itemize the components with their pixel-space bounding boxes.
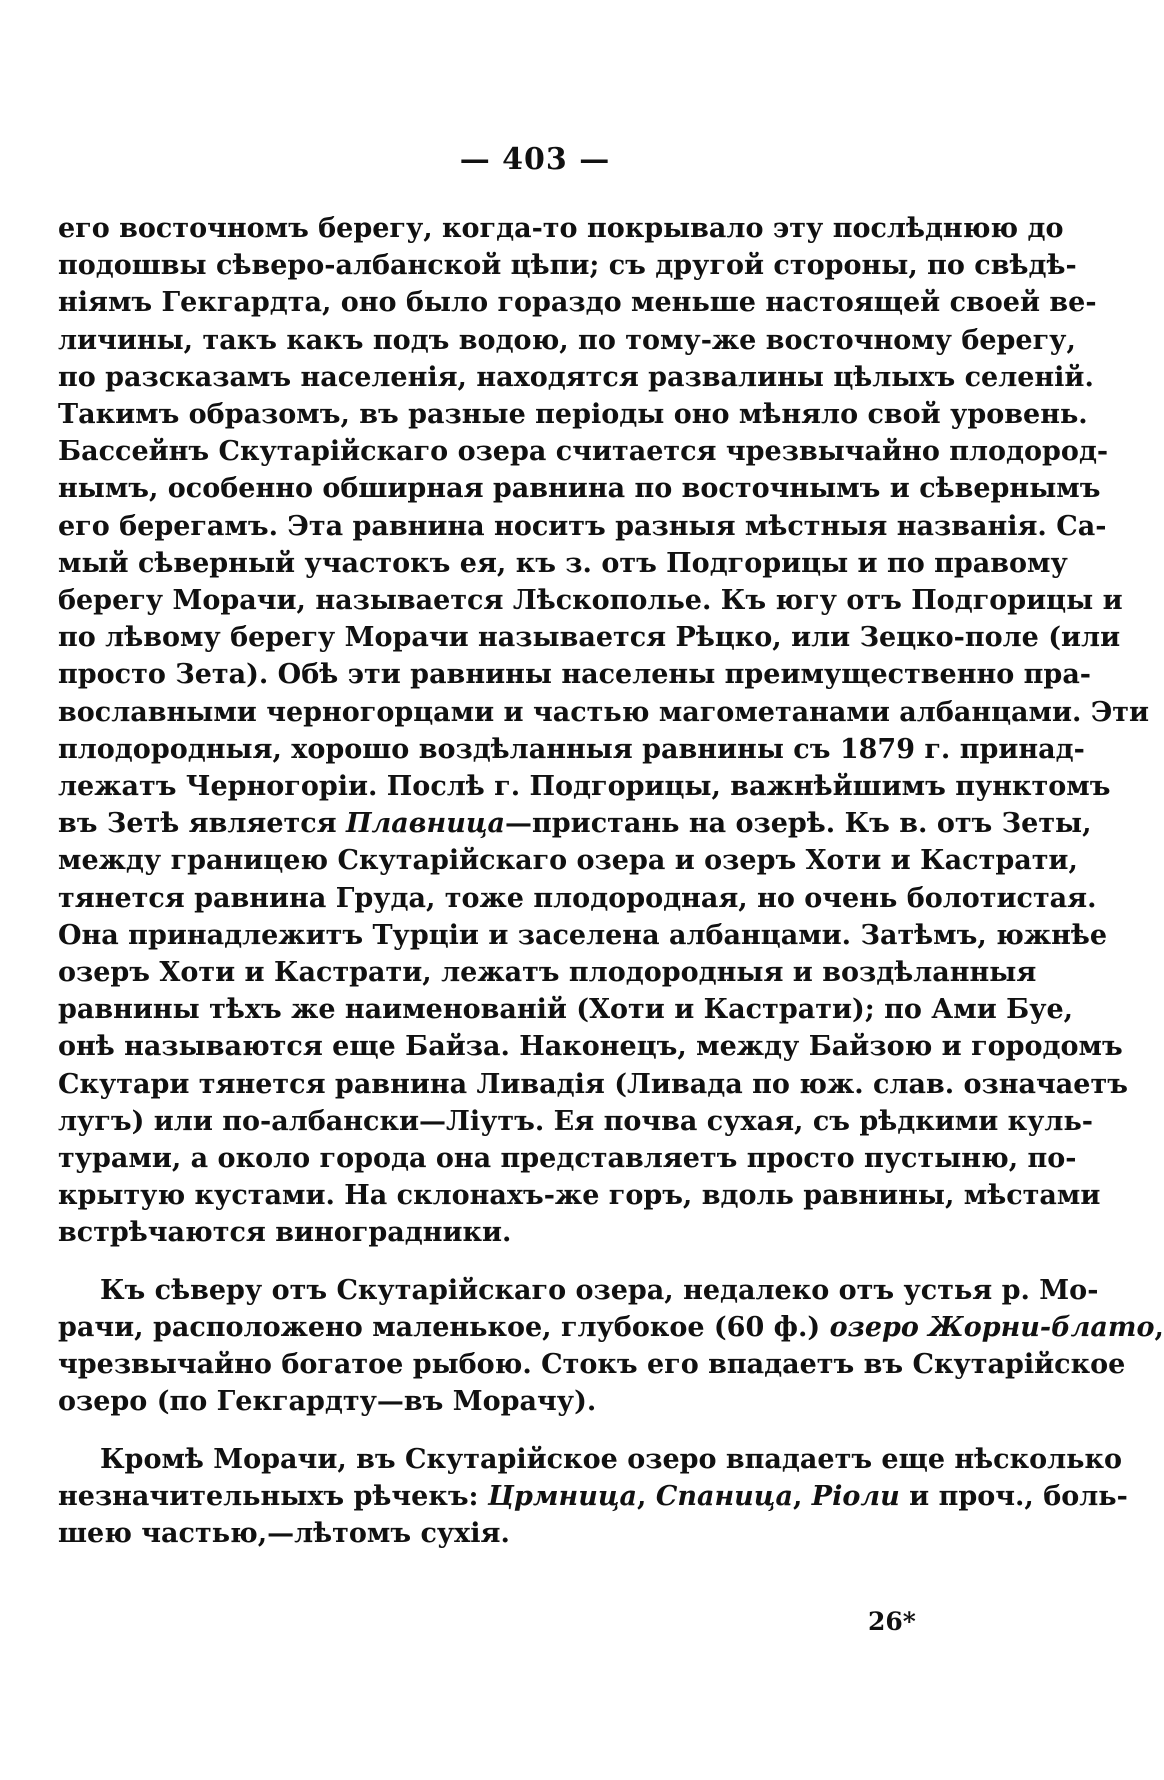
text-segment: , — [792, 1480, 812, 1512]
text-line: личины, такъ какъ подъ водою, по тому-же восточному берегу, — [58, 324, 1076, 356]
text-segment: и проч., боль- — [899, 1480, 1128, 1512]
text-line: по лѣвому берегу Морачи называется Рѣцко, или Зецко-поле (или — [58, 622, 1121, 654]
text-line: просто Зета). Обѣ эти равнины населены преимущественно пра- — [58, 659, 1092, 691]
text-line: тянется равнина Груда, тоже плодородная, но очень болотистая. — [58, 882, 1097, 914]
text-line: Такимъ образомъ, въ разные періоды оно мѣняло свой уровень. — [58, 399, 1088, 431]
text-line: лежатъ Черногоріи. Послѣ г. Подгорицы, важнѣйшимъ пунктомъ — [58, 771, 1111, 803]
text-line: встрѣчаются виноградники. — [58, 1217, 512, 1249]
paragraph-2 — [58, 1272, 1164, 1421]
text-segment: , — [637, 1480, 656, 1512]
text-line: Бассейнъ Скутарійскаго озера считается чрезвычайно плодород- — [58, 436, 1109, 468]
text-line: вославными черногорцами и частью магометанами албанцами. Эти — [58, 696, 1150, 728]
text-line: озеръ Хоти и Кастрати, лежатъ плодородныя и воздѣланныя — [58, 957, 1037, 989]
text-line: между границею Скутарійскаго озера и озеръ Хоти и Кастрати, — [58, 845, 1078, 877]
text-line: онѣ называются еще Байза. Наконецъ, между Байзою и городомъ — [58, 1031, 1123, 1063]
text-line: Скутари тянется равнина Ливадія (Ливада по юж. слав. означаетъ — [58, 1068, 1128, 1100]
text-line: турами, а около города она представляетъ просто пустыню, по- — [58, 1143, 1077, 1175]
text-line — [58, 805, 1092, 842]
text-block — [58, 210, 1164, 1552]
italic-river-name: Спаница — [655, 1480, 793, 1512]
text-line: шею частью,—лѣтомъ сухія. — [58, 1517, 510, 1549]
text-line: его берегамъ. Эта равнина носитъ разныя мѣстныя названія. Са- — [58, 510, 1107, 542]
italic-lake-name: озеро Жорни-блато — [829, 1311, 1155, 1343]
text-line: нымъ, особенно обширная равнина по восточнымъ и сѣвернымъ — [58, 473, 1101, 505]
text-line — [58, 1309, 1164, 1346]
text-line: подошвы сѣверо-албанской цѣпи; съ другой стороны, по свѣдѣ- — [58, 250, 1077, 282]
text-line: чрезвычайно богатое рыбою. Стокъ его впадаетъ въ Скутарійское — [58, 1349, 1126, 1381]
text-segment: незначительныхъ рѣчекъ: — [58, 1480, 488, 1512]
text-line: озеро (по Гекгардту—въ Морачу). — [58, 1386, 597, 1418]
text-segment: —пристань на озерѣ. Къ в. отъ Зеты, — [505, 808, 1092, 840]
text-segment: въ Зетѣ является — [58, 808, 347, 840]
text-line — [58, 1478, 1128, 1515]
text-line: его восточномъ берегу, когда-то покрывало эту послѣднюю до — [58, 213, 1064, 244]
paragraph-3 — [58, 1441, 1128, 1553]
paragraph-1 — [58, 210, 1150, 1252]
text-line: крытую кустами. На склонахъ-же горъ, вдоль равнины, мѣстами — [58, 1180, 1101, 1212]
text-line: лугъ) или по-албански—Ліутъ. Ея почва сухая, съ рѣдкими куль- — [58, 1105, 1093, 1137]
printer-signature-mark: 26* — [868, 1607, 916, 1636]
italic-river-name: Црмница — [487, 1480, 638, 1512]
text-line: Къ сѣверу отъ Скутарійскаго озера, недалеко отъ устья р. Мо- — [100, 1274, 1099, 1306]
text-segment: рачи, расположено маленькое, глубокое (60 ф.) — [58, 1311, 830, 1343]
text-line: Кромѣ Морачи, въ Скутарійское озеро впадаетъ еще нѣсколько — [100, 1443, 1122, 1475]
text-line: ніямъ Гекгардта, оно было гораздо меньше настоящей своей ве- — [58, 287, 1097, 319]
page-number: — 403 — — [459, 142, 611, 177]
text-line: мый сѣверный участокъ ея, къ з. отъ Подгорицы и по правому — [58, 547, 1068, 579]
text-line: равнины тѣхъ же наименованій (Хоти и Кастрати); по Ами Буе, — [58, 994, 1074, 1026]
text-line: берегу Морачи, называется Лѣскополье. Къ югу отъ Подгорицы и — [58, 585, 1123, 617]
text-line: Она принадлежитъ Турціи и заселена албанцами. Затѣмъ, южнѣе — [58, 919, 1108, 951]
text-line: по разсказамъ населенія, находятся развалины цѣлыхъ селеній. — [58, 361, 1094, 393]
italic-river-name: Ріоли — [811, 1480, 900, 1512]
text-line: плодородныя, хорошо воздѣланныя равнины съ 1879 г. принад- — [58, 733, 1085, 765]
text-segment: , — [1154, 1311, 1164, 1343]
italic-place-name: Плавница — [346, 808, 506, 840]
